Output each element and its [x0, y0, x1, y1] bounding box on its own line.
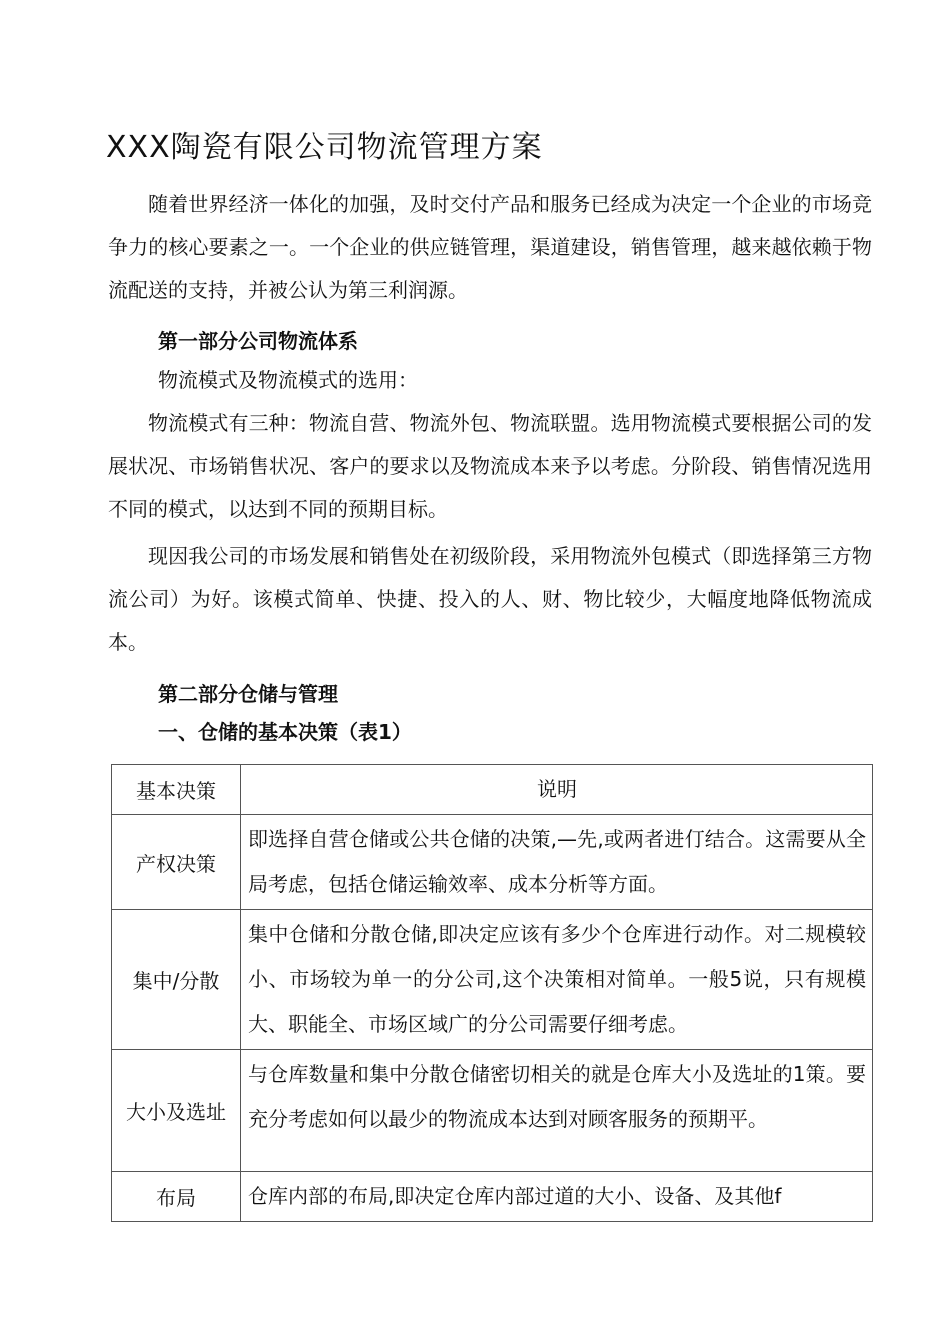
part1-subheading: 物流模式及物流模式的选用： [158, 368, 418, 392]
part1-heading: 第一部分公司物流体系 [158, 329, 358, 353]
header-basic-decision: 基本决策 [112, 765, 241, 815]
intro-paragraph: 随着世界经济一体化的加强，及时交付产品和服务已经成为决定一个企业的市场竞争力的核心要素之一。一个企业的供应链管理，渠道建设，销售管理，越来越依赖于物流配送的支持，并被公认为第三利润源。 [108, 192, 872, 302]
row-key-size-location: 大小及选址 [112, 1050, 241, 1172]
logistics-modes-paragraph: 物流模式有三种：物流自营、物流外包、物流联盟。选用物流模式要根据公司的发展状况、市场销售状况、客户的要求以及物流成本来予以考虑。分阶段、销售情况选用不同的模式，以达到不同的预期目标。 [108, 411, 872, 521]
outsourcing-paragraph: 现因我公司的市场发展和销售处在初级阶段，采用物流外包模式（即选择第三方物流公司）为好。该模式简单、快捷、投入的人、财、物比较少，大幅度地降低物流成本。 [108, 544, 872, 654]
row-desc-size-location: 与仓库数量和集中分散仓储密切相关的就是仓库大小及选址的1策。要充分考虑如何以最少的物流成本达到对顾客服务的预期平。 [241, 1050, 873, 1172]
document-title: XXX陶瓷有限公司物流管理方案 [106, 130, 543, 165]
table-header-row [112, 765, 873, 815]
row-desc-layout: 仓库内部的布局,即决定仓库内部过道的大小、设备、及其他f [241, 1172, 873, 1222]
table-row [112, 815, 873, 910]
storage-decisions-table [111, 764, 873, 1222]
row-key-layout: 布局 [112, 1172, 241, 1222]
header-description: 说明 [241, 765, 873, 815]
table-row [112, 910, 873, 1050]
row-key-ownership: 产权决策 [112, 815, 241, 910]
part2-subheading: 一、仓储的基本决策（表1） [158, 720, 412, 744]
row-desc-centralization: 集中仓储和分散仓储,即决定应该有多少个仓库进行动作。对二规模较小、市场较为单一的分公司,这个决策相对简单。一般5说，只有规模大、职能全、市场区域广的分公司需要仔细考虑。 [241, 910, 873, 1050]
table-row [112, 1172, 873, 1222]
part2-heading: 第二部分仓储与管理 [158, 682, 338, 706]
table-row [112, 1050, 873, 1172]
row-desc-ownership: 即选择自营仓储或公共仓储的决策,—先,或两者进仃结合。这需要从全局考虑，包括仓储运输效率、成本分析等方面。 [241, 815, 873, 910]
row-key-centralization: 集中/分散 [112, 910, 241, 1050]
